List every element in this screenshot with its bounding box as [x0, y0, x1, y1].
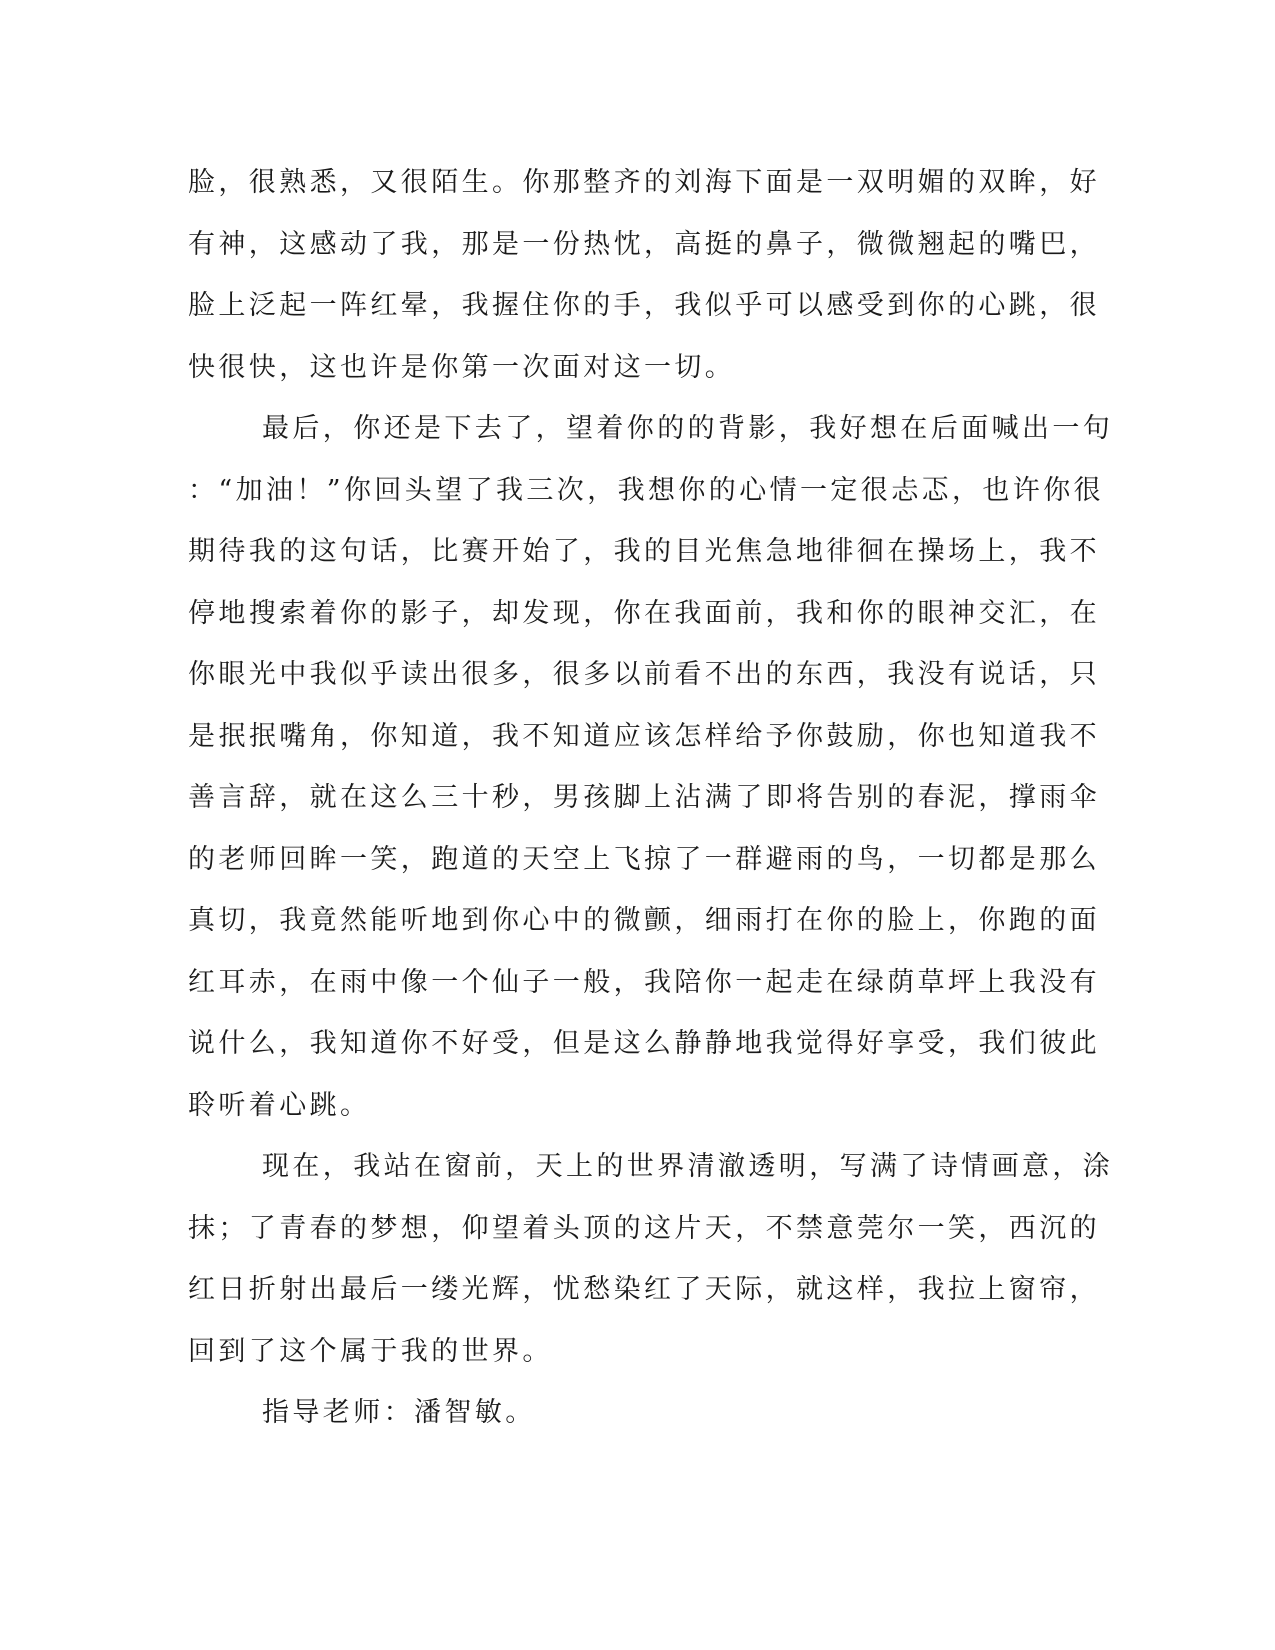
text-line: 快很快，这也许是你第一次面对这一切。 [188, 351, 736, 383]
text-line: 红耳赤，在雨中像一个仙子一般，我陪你一起走在绿荫草坪上我没有 [188, 966, 1100, 998]
paragraph-start-line: 最后，你还是下去了，望着你的的背影，我好想在后面喊出一句 [262, 413, 1114, 444]
text-line: 是抿抿嘴角，你知道，我不知道应该怎样给予你鼓励，你也知道我不 [188, 720, 1100, 752]
text-line: 善言辞，就在这么三十秒，男孩脚上沾满了即将告别的春泥，撑雨伞 [188, 782, 1100, 813]
text-line: 的老师回眸一笑，跑道的天空上飞掠了一群避雨的鸟，一切都是那么 [188, 843, 1100, 875]
paragraph-start-line: 现在，我站在窗前，天上的世界清澈透明，写满了诗情画意，涂 [262, 1151, 1114, 1182]
text-line: 有神，这感动了我，那是一份热忱，高挺的鼻子，微微翘起的嘴巴， [188, 228, 1100, 260]
text-line: 红日折射出最后一缕光辉，忧愁染红了天际，就这样，我拉上窗帘， [188, 1274, 1100, 1305]
text-line: 真切，我竟然能听地到你心中的微颤，细雨打在你的脸上，你跑的面 [188, 905, 1100, 936]
text-line: 脸上泛起一阵红晕，我握住你的手，我似乎可以感受到你的心跳，很 [188, 290, 1100, 321]
text-line: 说什么，我知道你不好受，但是这么静静地我觉得好享受，我们彼此 [188, 1028, 1100, 1059]
text-line: 期待我的这句话，比赛开始了，我的目光焦急地徘徊在操场上，我不 [188, 536, 1100, 567]
text-line: 回到了这个属于我的世界。 [188, 1335, 553, 1367]
advisor-line: 指导老师：潘智敏。 [262, 1397, 536, 1428]
text-line: 你眼光中我似乎读出很多，很多以前看不出的东西，我没有说话，只 [188, 659, 1100, 690]
text-line: 停地搜索着你的影子，却发现，你在我面前，我和你的眼神交汇，在 [188, 597, 1100, 629]
article-body [188, 164, 1114, 1456]
text-line: 抹；了青春的梦想，仰望着头顶的这片天，不禁意莞尔一笑，西沉的 [188, 1212, 1100, 1244]
text-line: ：“加油！”你回头望了我三次，我想你的心情一定很忐忑，也许你很 [188, 474, 1105, 506]
text-line: 脸，很熟悉，又很陌生。你那整齐的刘海下面是一双明媚的双眸，好 [188, 167, 1100, 198]
text-line: 聆听着心跳。 [188, 1089, 371, 1121]
